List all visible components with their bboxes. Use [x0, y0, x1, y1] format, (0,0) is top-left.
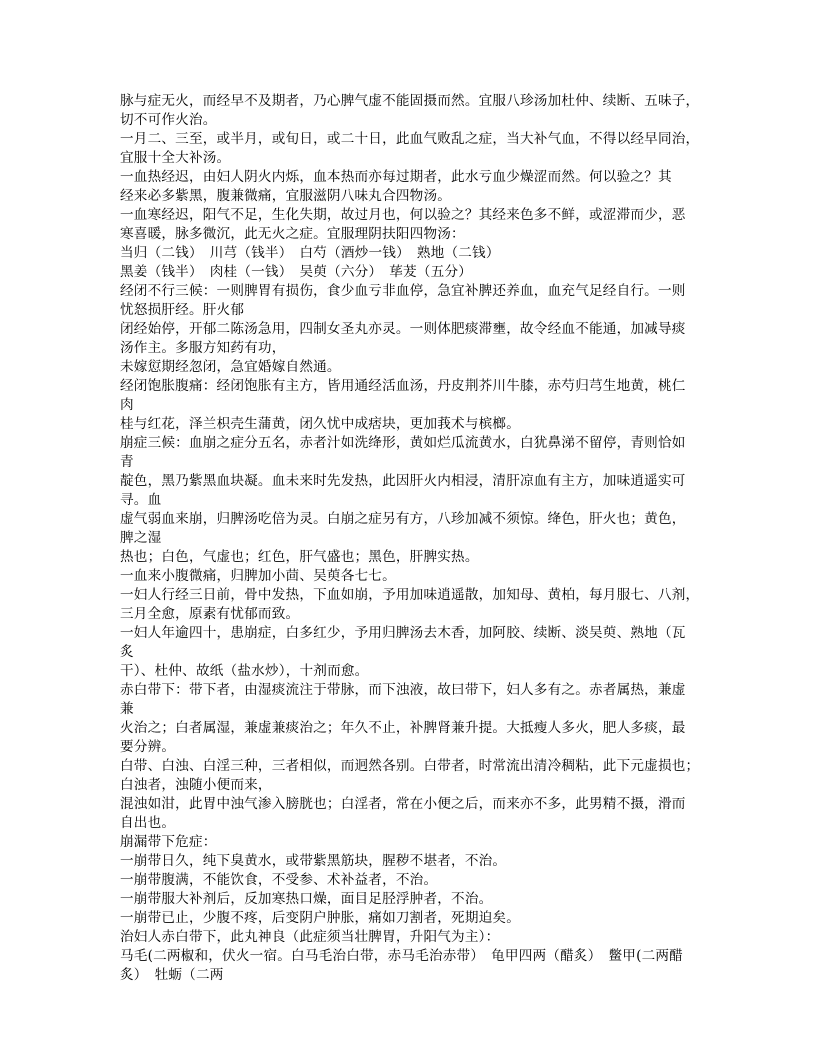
text-line: 脉与症无火，而经早不及期者，乃心脾气虚不能固摄而然。宜服八珍汤加杜仲、续断、五味子， — [120, 93, 700, 109]
text-line: 马毛(二两椒和，伏火一宿。白马毛治白带，赤马毛治赤带） 龟甲四两（醋炙） 鳖甲(二两醋 — [120, 948, 683, 964]
text-line: 崩漏带下危症： — [120, 834, 217, 850]
text-line: 经闭不行三候：一则脾胃有损伤，食少血亏非血停，急宜补脾还养血，血充气足经自行。一则 — [120, 283, 686, 299]
text-line: 青 — [120, 454, 134, 470]
text-line: 脾之湿 — [120, 530, 162, 546]
text-line: 黑姜（钱半） 肉桂（一钱） 吴萸（六分） 荜茇（五分） — [120, 264, 473, 280]
text-line: 白浊者，浊随小便而来， — [120, 777, 272, 793]
text-line: 白带、白浊、白淫三种，三者相似，而迥然各别。白带者，时常流出清冷稠粘，此下元虚损也； — [120, 758, 700, 774]
text-line: 三月全愈，原素有忧郁而致。 — [120, 606, 300, 622]
text-line: 一崩带服大补剂后，反加寒热口燥，面目足胫浮肿者，不治。 — [120, 891, 493, 907]
text-line: 崩症三候：血崩之症分五名，赤者汁如洗绛形，黄如烂瓜流黄水，白犹鼻涕不留停，青则恰如 — [120, 435, 686, 451]
text-line: 忧怒损肝经。肝火郁 — [120, 302, 245, 318]
text-line: 经闭饱胀腹痛：经闭饱胀有主方，皆用通经活血汤，丹皮荆芥川牛膝，赤芍归芎生地黄，桃仁 — [120, 378, 686, 394]
text-line: 宜服十全大补汤。 — [120, 150, 231, 166]
text-line: 一崩带腹满，不能饮食，不受参、术补益者，不治。 — [120, 872, 438, 888]
text-line: 一月二、三至，或半月，或旬日，或二十日，此血气败乱之症，当大补气血，不得以经早同治， — [120, 131, 700, 147]
text-line: 闭经始停，开郁二陈汤急用，四制女圣丸亦灵。一则体肥痰滞壅，故令经血不能通，加减导痰 — [120, 321, 686, 337]
text-line: 寻。血 — [120, 492, 162, 508]
text-line: 经来必多紫黑，腹兼微痛，宜服滋阴八味丸合四物汤。 — [120, 188, 452, 204]
text-line: 靛色，黑乃紫黑血块凝。血未来时先发热，此因肝火内相浸，清肝凉血有主方，加味逍遥实可 — [120, 473, 686, 489]
text-line: 切不可作火治。 — [120, 112, 217, 128]
text-line: 赤白带下：带下者，由湿痰流注于带脉，而下浊液，故曰带下，妇人多有之。赤者属热，兼虚 — [120, 682, 686, 698]
text-line: 一崩带日久，纯下臭黄水，或带紫黑筋块，腥秽不堪者，不治。 — [120, 853, 507, 869]
text-line: 治妇人赤白带下，此丸神良（此症须当壮脾胃，升阳气为主）： — [120, 929, 500, 945]
text-line: 一血寒经迟，阳气不足，生化失期，故过月也，何以验之？其经来色多不鲜，或涩滞而少，恶 — [120, 207, 686, 223]
text-line: 肉 — [120, 397, 134, 413]
text-line: 一血热经迟，由妇人阴火内烁，血本热而亦每过期者，此水亏血少燥涩而然。何以验之？其 — [120, 169, 672, 185]
text-line: 干）、杜仲、故纸（盐水炒），十剂而愈。 — [120, 663, 369, 679]
text-line: 自出也。 — [120, 815, 176, 831]
text-line: 桂与红花，泽兰枳壳生蒲黄，闭久忧中成痞块，更加莪术与槟榔。 — [120, 416, 521, 432]
text-line: 寒喜暖，脉多微沉，此无火之症。宜服理阴扶阳四物汤： — [120, 226, 465, 242]
text-line: 一妇人行经三日前，骨中发热，下血如崩，予用加味逍遥散，加知母、黄柏，每月服七、八剂， — [120, 587, 700, 603]
text-line: 一妇人年逾四十，患崩症，白多红少，予用归脾汤去木香，加阿胶、续断、淡吴萸、熟地（瓦 — [120, 625, 686, 641]
text-line: 汤作主。多服方知药有功， — [120, 340, 286, 356]
text-line: 一血来小腹微痛，归脾加小茴、吴萸各七七。 — [120, 568, 396, 584]
text-line: 未嫁愆期经忽闭，急宜婚嫁自然通。 — [120, 359, 341, 375]
text-line: 炙） 牡蛎（二两 — [120, 967, 224, 983]
text-line: 热也；白色，气虚也；红色，肝气盛也；黑色，肝脾实热。 — [120, 549, 479, 565]
text-line: 混浊如泔，此胃中浊气渗入膀胱也；白淫者，常在小便之后，而来亦不多，此男精不摄，滑而 — [120, 796, 686, 812]
text-line: 兼 — [120, 701, 134, 717]
text-line: 一崩带已止，少腹不疼，后变阴户肿胀，痛如刀割者，死期迫矣。 — [120, 910, 521, 926]
text-line: 火治之；白者属湿，兼虚兼痰治之；年久不止，补脾肾兼升提。大抵瘦人多火，肥人多痰，最 — [120, 720, 686, 736]
text-line: 炙 — [120, 644, 134, 660]
text-line: 当归（二钱） 川芎（钱半） 白芍（酒炒一钱） 熟地（二钱） — [120, 245, 500, 261]
document-body — [120, 92, 698, 985]
text-line: 要分辨。 — [120, 739, 176, 755]
text-line: 虚气弱血来崩，归脾汤吃倍为灵。白崩之症另有方，八珍加减不须惊。绛色，肝火也；黄色， — [120, 511, 686, 527]
